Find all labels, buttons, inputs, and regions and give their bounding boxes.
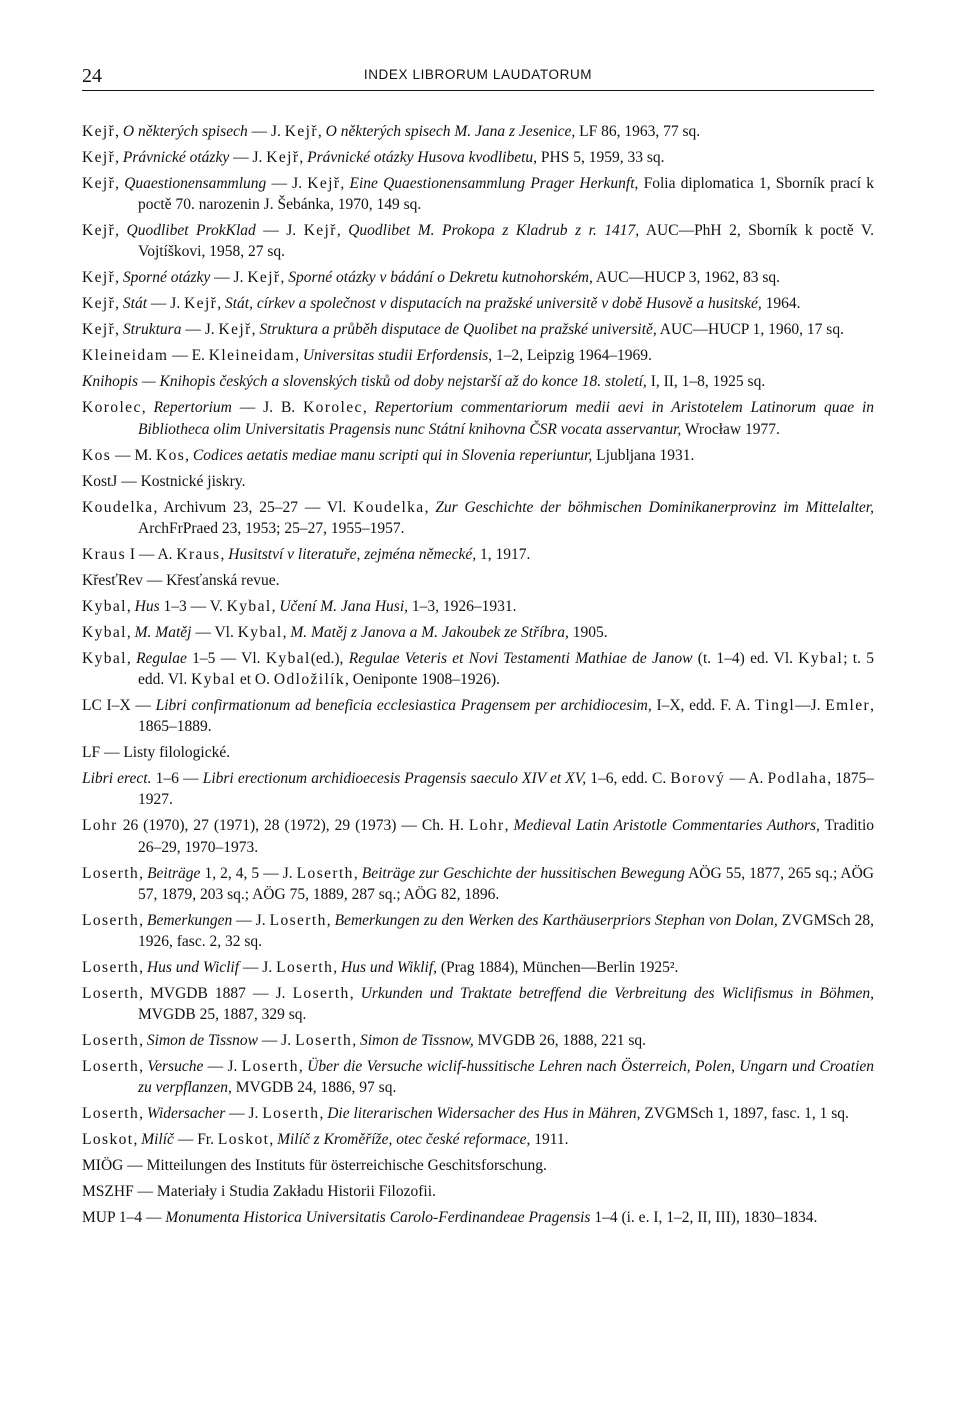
bibliography-entry	[82, 1181, 874, 1202]
author-name: Loserth	[82, 864, 140, 882]
entry-text: ,	[362, 399, 375, 417]
entry-text: ,	[139, 1105, 147, 1123]
entry-text: ,	[185, 446, 193, 464]
bibliography-entry	[82, 1129, 874, 1150]
italic-title: Versuche	[147, 1058, 204, 1076]
italic-title: Bemerkungen	[147, 911, 233, 929]
bibliography-entry	[82, 768, 874, 810]
entry-text: — J. B.	[231, 399, 304, 417]
entry-text: ,	[352, 1032, 360, 1050]
italic-title: Repertorium commentariorum medii aevi in Aristotelem Latinorum quae in Bibliotheca olim Universitatis Pragensis nunc Státní knihovna ČSR vocata asservantur,	[138, 399, 875, 438]
author-name: Loserth	[241, 1058, 299, 1076]
entry-text: 1964.	[761, 295, 801, 313]
entry-text: ,	[353, 864, 362, 882]
italic-title: Struktura	[122, 321, 182, 339]
entry-text: Folia diplomatica 1, Sborník prací k poctě 70. narozenin J. Šebánka, 1970, 149 sq.	[138, 175, 874, 214]
entry-text: MUP 1–4 —	[82, 1209, 166, 1227]
italic-title: Sporné otázky v bádání o Dekretu kutnohorském,	[288, 269, 593, 287]
bibliography-entry	[82, 1103, 874, 1124]
entry-text: ,	[317, 123, 326, 140]
author-name: Loserth	[82, 911, 140, 929]
italic-title: O některých spisech	[122, 123, 248, 140]
author-name: Kybal	[82, 597, 127, 615]
author-name: Kejř	[218, 321, 252, 339]
author-name: Lohr	[468, 817, 505, 835]
bibliography-list	[82, 121, 874, 1229]
entry-text: ,	[126, 597, 135, 615]
entry-text: 1911.	[530, 1131, 569, 1149]
italic-title: Libri erectionum archidioecesis Pragensis saeculo XIV et XV,	[202, 770, 587, 788]
entry-text: ,	[115, 123, 123, 140]
bibliography-entry	[82, 173, 874, 215]
italic-title: Právnické otázky	[122, 149, 230, 166]
author-name: Loskot	[217, 1131, 270, 1149]
entry-text: LF — Listy filologické.	[82, 744, 231, 762]
entry-text: ,	[126, 623, 135, 641]
entry-text: — J.	[203, 1058, 242, 1076]
italic-title: Universitas studii Erfordensis,	[302, 347, 493, 365]
entry-text: 1, 1917.	[476, 545, 531, 563]
entry-text: LF 86, 1963, 77 sq.	[575, 123, 701, 140]
entry-text: 1–2, Leipzig 1964–1969.	[492, 347, 652, 365]
author-name: Kejř	[82, 123, 116, 140]
italic-title: Beiträge	[147, 864, 201, 882]
italic-title: Stát	[122, 295, 148, 313]
author-name: Kejř	[82, 175, 116, 192]
author-name: Kejř	[82, 149, 116, 166]
bibliography-entry	[82, 1056, 874, 1098]
author-name: Kejř	[82, 321, 116, 339]
entry-text: 1–5 — Vl.	[186, 649, 266, 667]
entry-text: ,	[349, 985, 361, 1003]
entry-text: et O.	[236, 671, 274, 689]
entry-text: , Oeniponte 1908–1926).	[345, 671, 501, 689]
author-name: Tingl	[755, 697, 796, 715]
italic-title: Právnické otázky Husova kvodlibetu,	[307, 149, 538, 166]
author-name: Loserth	[276, 959, 334, 977]
author-name: Kejř	[82, 295, 116, 313]
italic-title: Monumenta Historica Universitatis Carolo-Ferdinandeae Pragensis	[165, 1209, 591, 1227]
entry-text: I–X, edd. F. A.	[651, 697, 756, 715]
bibliography-entry	[82, 957, 874, 978]
bibliography-entry	[82, 471, 874, 492]
author-name: Kybal	[82, 649, 127, 667]
italic-title: Simon de Tissnow	[146, 1032, 259, 1050]
author-name: Kraus	[82, 545, 127, 563]
author-name: Emler	[825, 697, 871, 715]
entry-text: — J.	[255, 222, 304, 240]
entry-text: ,	[340, 175, 350, 192]
author-name: Kejř	[184, 295, 218, 313]
author-name: Kybal	[191, 671, 236, 689]
italic-title: O některých spisech M. Jana z Jesenice,	[325, 123, 576, 140]
entry-text: , 1865–1889.	[138, 697, 874, 736]
italic-title: Knihopis — Knihopis českých a slovenských tisků od doby nejstarší až do konce 18. století,	[82, 373, 647, 391]
author-name: Kejř	[303, 222, 337, 240]
author-name: Loserth	[296, 864, 354, 882]
author-name: Korolec	[303, 399, 363, 417]
author-name: Kejř	[266, 149, 300, 166]
italic-title: Quodlibet M. Prokopa z Kladrub z r. 1417,	[348, 222, 640, 240]
entry-text: I, II, 1–8, 1925 sq.	[646, 373, 766, 391]
author-name: Loserth	[82, 1105, 140, 1123]
entry-text: — J.	[147, 295, 185, 313]
italic-title: Struktura a průběh disputace de Quolibet na pražské universitě,	[259, 321, 657, 339]
author-name: Loserth	[295, 1032, 353, 1050]
author-name: Loserth	[262, 1105, 320, 1123]
entry-text: ,	[424, 498, 436, 516]
page-number: 24	[82, 65, 102, 87]
author-name: Kybal	[265, 649, 311, 667]
italic-title: Zur Geschichte der böhmischen Dominikanerprovinz im Mittelalter,	[435, 498, 874, 516]
italic-title: Simon de Tissnow,	[359, 1032, 474, 1050]
author-name: Kleineidam	[208, 347, 296, 365]
author-name: Kybal	[226, 597, 272, 615]
entry-text: Traditio 26–29, 1970–1973.	[138, 817, 874, 856]
entry-text: KřesťRev — Křesťanská revue.	[82, 571, 280, 589]
entry-text: , MVGDB 1887 — J.	[139, 985, 293, 1003]
entry-text: KostJ — Kostnické jiskry.	[82, 472, 246, 490]
bibliography-entry	[82, 497, 874, 539]
italic-title: Urkunden und Traktate betreffend die Verbreitung des Wiclifismus in Böhmen,	[360, 985, 875, 1003]
bibliography-entry	[82, 267, 874, 288]
italic-title: Libri erect.	[82, 770, 152, 788]
entry-text: ,	[139, 864, 148, 882]
italic-title: Widersacher	[146, 1105, 226, 1123]
author-name: Kybal	[237, 623, 283, 641]
italic-title: Eine Quaestionensammlung Prager Herkunft,	[349, 175, 639, 192]
entry-text: 1, 2, 4, 5 — J.	[200, 864, 297, 882]
author-name: Loserth	[269, 911, 327, 929]
entry-text: ,	[220, 545, 229, 563]
entry-text: — Fr.	[173, 1131, 218, 1149]
entry-text: ,	[333, 959, 341, 977]
entry-text: — E.	[168, 347, 209, 365]
entry-text: ,	[269, 1131, 278, 1149]
author-name: Kejř	[307, 175, 341, 192]
entry-text: ZVGMSch 28, 1926, fasc. 2, 32 sq.	[138, 911, 875, 951]
entry-text: AUC—PhH 2, Sborník k poctě V. Vojtíškovi, 1958, 27 sq.	[138, 222, 874, 261]
entry-text: ,	[115, 321, 123, 339]
entry-text: AUC—HUCP 3, 1962, 83 sq.	[592, 269, 781, 287]
bibliography-entry	[82, 983, 874, 1025]
italic-title: Hus und Wiklif,	[341, 959, 438, 977]
entry-text: ,	[298, 1058, 308, 1076]
entry-text: 1–6, edd. C.	[586, 770, 671, 788]
entry-text: 1–3, 1926–1931.	[408, 597, 517, 615]
author-name: Lohr	[82, 817, 118, 835]
bibliography-entry	[82, 319, 874, 340]
bibliography-entry	[82, 371, 874, 392]
author-name: Loskot	[82, 1131, 134, 1149]
entry-text: — Vl.	[191, 623, 238, 641]
entry-text: ,	[217, 295, 225, 313]
entry-text: — J.	[229, 149, 267, 166]
entry-text: ,	[115, 222, 127, 240]
entry-text: ,	[282, 623, 291, 641]
entry-text: 1–4 (i. e. I, 1–2, II, III), 1830–1834.	[590, 1209, 818, 1227]
book-page	[82, 64, 874, 1233]
italic-title: Medieval Latin Aristotle Commentaries Authors,	[513, 817, 820, 835]
entry-text: 1–3 — V.	[159, 597, 227, 615]
entry-text: — J.	[247, 123, 285, 140]
italic-title: Regulae Veteris et Novi Testamenti Mathiae de Janow	[348, 649, 693, 667]
entry-text: MVGDB 26, 1888, 221 sq.	[473, 1032, 647, 1050]
entry-text: — J.	[225, 1105, 263, 1123]
entry-text: — J.	[210, 269, 248, 287]
entry-text: ,	[133, 1131, 142, 1149]
entry-text: AÖG 55, 1877, 265 sq.; AÖG 57, 1879, 203 sq.; AÖG 75, 1889, 287 sq.; AÖG 82, 1896.	[138, 864, 875, 903]
entry-text: Wrocław 1977.	[681, 420, 780, 438]
author-name: Korolec	[82, 399, 142, 417]
author-name: Kejř	[82, 222, 116, 240]
italic-title: Milíč	[141, 1131, 174, 1149]
author-name: Odložilík	[273, 671, 346, 689]
italic-title: Hus	[134, 597, 160, 615]
italic-title: Über die Versuche wiclif-hussitische Lehren nach Österreich, Polen, Ungarn und Croatien zu verpflanzen,	[138, 1058, 874, 1097]
author-name: Loserth	[82, 1058, 140, 1076]
entry-text: (ed.),	[310, 649, 349, 667]
entry-text: ArchFrPraed 23, 1953; 25–27, 1955–1957.	[138, 519, 405, 537]
italic-title: M. Matěj z Janova a M. Jakoubek ze Stříbra,	[290, 623, 569, 641]
entry-text: ,	[115, 149, 123, 166]
italic-title: Codices aetatis mediae manu scripti qui in Slovenia reperiuntur,	[192, 446, 593, 464]
author-name: Loserth	[82, 959, 140, 977]
entry-text: MVGDB 24, 1886, 97 sq.	[231, 1079, 397, 1097]
italic-title: Hus und Wiclif	[146, 959, 240, 977]
bibliography-entry	[82, 1155, 874, 1176]
entry-text: ; t. 5 edd. Vl.	[138, 649, 874, 689]
bibliography-entry	[82, 815, 874, 857]
entry-text: — J.	[181, 321, 219, 339]
bibliography-entry	[82, 445, 874, 466]
entry-text: ,	[126, 649, 137, 667]
italic-title: Stát, církev a společnost v disputacích na pražské universitě v době Husově a husitské,	[224, 295, 762, 313]
italic-title: Die literarischen Widersacher des Hus in Mähren,	[327, 1105, 641, 1123]
author-name: Kos	[155, 446, 186, 464]
entry-text: ,	[139, 959, 147, 977]
entry-text: Ljubljana 1931.	[592, 446, 695, 464]
italic-title: Husitství v literatuře, zejména německé,	[228, 545, 477, 563]
bibliography-entry	[82, 397, 874, 439]
bibliography-entry	[82, 121, 874, 142]
author-name: Kraus	[176, 545, 221, 563]
entry-text: MIÖG — Mitteilungen des Instituts für österreichische Geschitsforschung.	[82, 1157, 547, 1175]
author-name: Kejř	[247, 269, 281, 287]
entry-text: ,	[504, 817, 514, 835]
author-name: Kybal	[82, 623, 127, 641]
entry-text: ,	[295, 347, 303, 365]
entry-text: — J.	[266, 175, 308, 192]
entry-text: ,	[141, 399, 154, 417]
author-name: Kos	[82, 446, 112, 464]
italic-title: M. Matěj	[134, 623, 192, 641]
entry-text: (Prag 1884), München—Berlin 1925².	[437, 959, 679, 977]
entry-text: — A.	[725, 770, 768, 788]
author-name: Podlaha	[767, 770, 828, 788]
bibliography-entry	[82, 622, 874, 643]
entry-text: ,	[139, 1058, 148, 1076]
entry-text: , 1875–1927.	[138, 770, 875, 809]
author-name: Kleineidam	[82, 347, 169, 365]
bibliography-entry	[82, 570, 874, 591]
entry-text: — J.	[239, 959, 277, 977]
entry-text: ,	[251, 321, 260, 339]
entry-text: ,	[139, 1032, 147, 1050]
entry-text: PHS 5, 1959, 33 sq.	[537, 149, 665, 166]
entry-text: ,	[319, 1105, 328, 1123]
entry-text: ,	[271, 597, 280, 615]
author-name: Borový	[670, 770, 726, 788]
entry-text: LC I–X —	[82, 697, 156, 715]
italic-title: Bemerkungen zu den Werken des Karthäuserpriors Stephan von Dolan,	[334, 911, 778, 929]
italic-title: Regulae	[136, 649, 187, 667]
bibliography-entry	[82, 544, 874, 565]
entry-text: —J.	[795, 697, 826, 715]
running-head: INDEX LIBRORUM LAUDATORUM	[363, 67, 593, 82]
entry-text: ,	[280, 269, 289, 287]
author-name: Loserth	[82, 985, 140, 1003]
entry-text: ZVGMSch 1, 1897, fasc. 1, 1 sq.	[640, 1105, 849, 1123]
entry-text: — J.	[258, 1032, 296, 1050]
entry-text: MVGDB 25, 1887, 329 sq.	[138, 1006, 307, 1024]
bibliography-entry	[82, 220, 874, 262]
author-name: Loserth	[292, 985, 350, 1003]
italic-title: Repertorium	[153, 399, 232, 417]
entry-text: 1–6 —	[151, 770, 203, 788]
author-name: Kybal	[798, 649, 844, 667]
bibliography-entry	[82, 596, 874, 617]
italic-title: Sporné otázky	[122, 269, 211, 287]
italic-title: Učení M. Jana Husi,	[279, 597, 409, 615]
bibliography-entry	[82, 742, 874, 763]
entry-text: ,	[326, 911, 335, 929]
author-name: Kejř	[284, 123, 318, 140]
entry-text: — J.	[232, 911, 270, 929]
entry-text: I — A.	[126, 545, 177, 563]
bibliography-entry	[82, 1207, 874, 1228]
author-name: Loserth	[82, 1032, 140, 1050]
bibliography-entry	[82, 293, 874, 314]
entry-text: ,	[115, 269, 123, 287]
entry-text: — M.	[111, 446, 156, 464]
italic-title: Quaestionensammlung	[124, 175, 267, 192]
italic-title: Quodlibet ProkKlad	[126, 222, 256, 240]
entry-text: 26 (1970), 27 (1971), 28 (1972), 29 (1973) — Ch. H.	[117, 817, 469, 835]
italic-title: Beiträge zur Geschichte der hussitischen Bewegung	[361, 864, 685, 882]
bibliography-entry	[82, 1030, 874, 1051]
entry-text: ,	[299, 149, 308, 166]
author-name: Koudelka	[82, 498, 154, 516]
bibliography-entry	[82, 910, 874, 952]
entry-text: AUC—HUCP 1, 1960, 17 sq.	[656, 321, 844, 339]
entry-text: ,	[115, 175, 125, 192]
italic-title: Milíč z Kroměříže, otec české reformace,	[277, 1131, 531, 1149]
entry-text: 1905.	[568, 623, 608, 641]
author-name: Koudelka	[353, 498, 425, 516]
entry-text: ,	[336, 222, 349, 240]
bibliography-entry	[82, 147, 874, 168]
entry-text: MSZHF — Materiały i Studia Zakładu Historii Filozofii.	[82, 1183, 436, 1201]
bibliography-entry	[82, 863, 874, 905]
bibliography-entry	[82, 695, 874, 737]
entry-text: ,	[139, 911, 148, 929]
italic-title: Libri confirmationum ad beneficia ecclesiastica Pragensem per archidiocesim,	[155, 697, 652, 715]
entry-text: (t. 1–4) ed. Vl.	[692, 649, 799, 667]
page-header	[82, 64, 874, 91]
bibliography-entry	[82, 345, 874, 366]
author-name: Kejř	[82, 269, 116, 287]
bibliography-entry	[82, 648, 874, 690]
entry-text: ,	[115, 295, 123, 313]
entry-text: , Archivum 23, 25–27 — Vl.	[153, 498, 354, 516]
